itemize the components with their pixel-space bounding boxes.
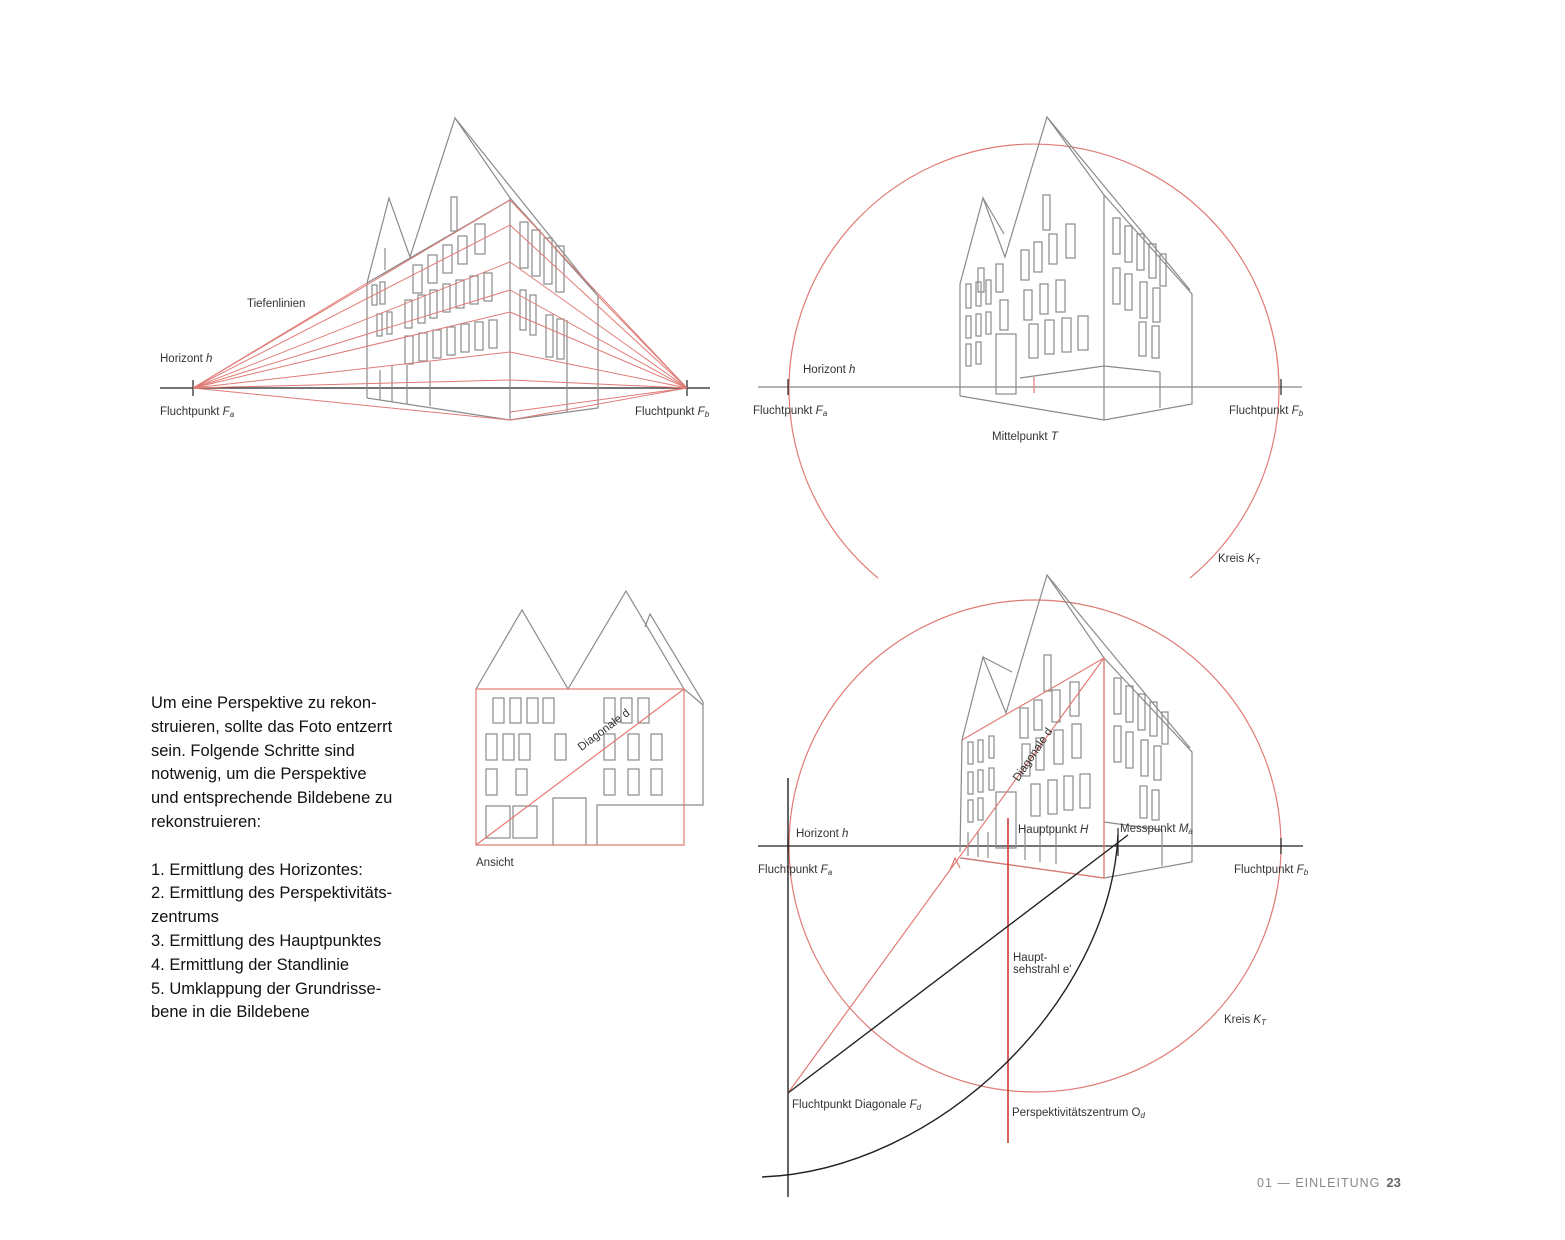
label-messpunkt: Messpunkt $M_a$	[1120, 823, 1193, 836]
intro-line: und entsprechende Bildebene zu	[151, 789, 393, 808]
label-hauptsehstrahl: Haupt- sehstrahl e'	[1013, 952, 1072, 976]
label-perspektivitaetszentrum: Perspektivitätszentrum $O_d$	[1012, 1107, 1145, 1120]
label-horizont-1: Horizont h	[160, 353, 213, 365]
step-line: 3. Ermittlung des Hauptpunktes	[151, 931, 382, 950]
label-tiefenlinien: Tiefenlinien	[247, 298, 306, 310]
footer-section: 01 — EINLEITUNG	[1257, 1176, 1381, 1190]
label-fluchtpunkt-fa-1: Fluchtpunkt $F_a$	[160, 406, 235, 419]
label-fluchtpunkt-fa-4: Fluchtpunkt $F_a$	[758, 864, 833, 877]
label-ansicht: Ansicht	[476, 857, 514, 869]
intro-line: rekonstruieren:	[151, 812, 262, 831]
building-2	[960, 117, 1192, 420]
page-footer	[1257, 1175, 1401, 1190]
figure-2-circle-construction	[758, 117, 1302, 578]
building-outline	[367, 118, 598, 420]
kreis-kt-arc	[789, 144, 1279, 578]
step-line: 5. Umklappung der Grundrisse-	[151, 979, 382, 998]
label-horizont-2: Horizont h	[803, 364, 856, 376]
label-kreis-2: Kreis $K_T$	[1218, 553, 1260, 566]
depth-lines-red	[193, 200, 687, 420]
figure-3-ansicht	[476, 591, 703, 845]
label-hauptpunkt: Hauptpunkt H	[1018, 824, 1089, 836]
intro-line: sein. Folgende Schritte sind	[151, 741, 355, 760]
label-fluchtpunkt-fb-4: Fluchtpunkt $F_b$	[1234, 864, 1309, 877]
intro-line: Um eine Perspektive zu rekon-	[151, 694, 377, 712]
elevation-outline	[476, 591, 703, 845]
label-fluchtpunkt-diagonale: Fluchtpunkt Diagonale $F_d$	[792, 1099, 922, 1112]
label-kreis-4: Kreis $K_T$	[1224, 1014, 1266, 1027]
label-fluchtpunkt-fb-2: Fluchtpunkt $F_b$	[1229, 405, 1304, 418]
step-line: 2. Ermittlung des Perspektivitäts-	[151, 884, 393, 903]
step-line: 1. Ermittlung des Horizontes:	[151, 860, 363, 879]
diagonal-construction-red	[788, 658, 1104, 1093]
step-line: zentrums	[151, 908, 219, 927]
figure-1-depth-lines	[160, 118, 710, 420]
step-line: 4. Ermittlung der Standlinie	[151, 955, 350, 974]
label-horizont-4: Horizont h	[796, 828, 849, 840]
label-fluchtpunkt-fb-1: Fluchtpunkt $F_b$	[635, 406, 710, 419]
label-diagonale-4: Diagonale d	[1011, 726, 1056, 784]
intro-line: struieren, sollte das Foto entzerrt	[151, 717, 393, 736]
elevation-diagonal-red	[476, 689, 684, 845]
label-fluchtpunkt-fa-2: Fluchtpunkt $F_a$	[753, 405, 828, 418]
body-text	[151, 692, 431, 1025]
umklappungs-arc	[762, 835, 1118, 1177]
page-number: 23	[1386, 1175, 1401, 1190]
steps-list	[151, 859, 431, 1026]
step-line: bene in die Bildebene	[151, 1003, 310, 1022]
intro-line: notwenig, um die Perspektive	[151, 765, 367, 784]
label-diagonale-3: Diagonale d	[576, 707, 633, 754]
label-mittelpunkt: Mittelpunkt T	[992, 431, 1058, 443]
messlinie	[788, 835, 1128, 1093]
